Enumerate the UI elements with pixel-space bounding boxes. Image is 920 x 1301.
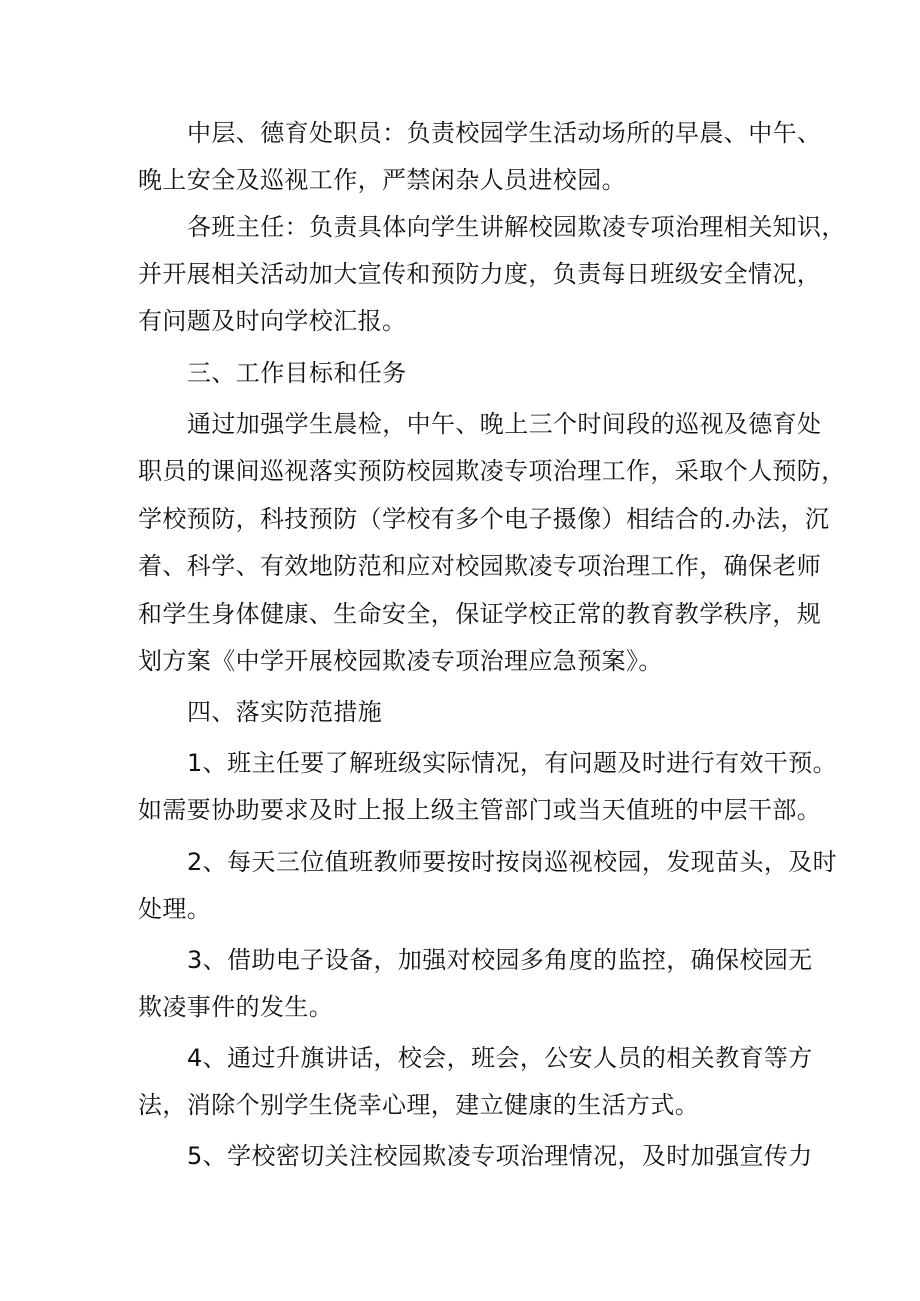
- paragraph-line: 晚上安全及巡视工作，严禁闲杂人员进校园。: [138, 166, 626, 194]
- paragraph-line: 并开展相关活动加大宣传和预防力度，负责每日班级安全情况，: [138, 260, 822, 288]
- paragraph-line: 通过加强学生晨检，中午、晚上三个时间段的巡视及德育处: [187, 410, 822, 438]
- section-heading: 三、工作目标和任务: [187, 359, 407, 387]
- list-item-line: 欺凌事件的发生。: [138, 993, 334, 1021]
- paragraph-line: 和学生身体健康、生命安全，保证学校正常的教育教学秩序，规: [138, 600, 822, 628]
- list-item-line: 2、每天三位值班教师要按时按岗巡视校园，发现苗头，及时: [187, 848, 838, 876]
- paragraph-line: 着、科学、有效地防范和应对校园欺凌专项治理工作，确保老师: [138, 552, 822, 580]
- list-item-line: 法，消除个别学生侥幸心理，建立健康的生活方式。: [138, 1091, 700, 1119]
- list-item-line: 4、通过升旗讲话，校会，班会，公安人员的相关教育等方: [187, 1044, 813, 1072]
- list-item-line: 5、学校密切关注校园欺凌专项治理情况，及时加强宣传力: [187, 1142, 813, 1170]
- list-item-line: 如需要协助要求及时上报上级主管部门或当天值班的中层干部。: [138, 796, 822, 824]
- paragraph-line: 中层、德育处职员：负责校园学生活动场所的早晨、中午、: [187, 119, 822, 147]
- paragraph-line: 学校预防，科技预防（学校有多个电子摄像）相结合的.办法，沉: [138, 505, 830, 533]
- paragraph-line: 职员的课间巡视落实预防校园欺凌专项治理工作，采取个人预防，: [138, 457, 846, 485]
- paragraph-line: 划方案《中学开展校园欺凌专项治理应急预案》。: [138, 647, 663, 675]
- paragraph-line: 有问题及时向学校汇报。: [138, 307, 407, 335]
- section-heading: 四、落实防范措施: [187, 698, 383, 726]
- paragraph-line: 各班主任：负责具体向学生讲解校园欺凌专项治理相关知识，: [187, 213, 846, 241]
- list-item-line: 1、班主任要了解班级实际情况，有问题及时进行有效干预。: [187, 749, 838, 777]
- list-item-line: 3、借助电子设备，加强对校园多角度的监控，确保校园无: [187, 946, 813, 974]
- list-item-line: 处理。: [138, 895, 212, 923]
